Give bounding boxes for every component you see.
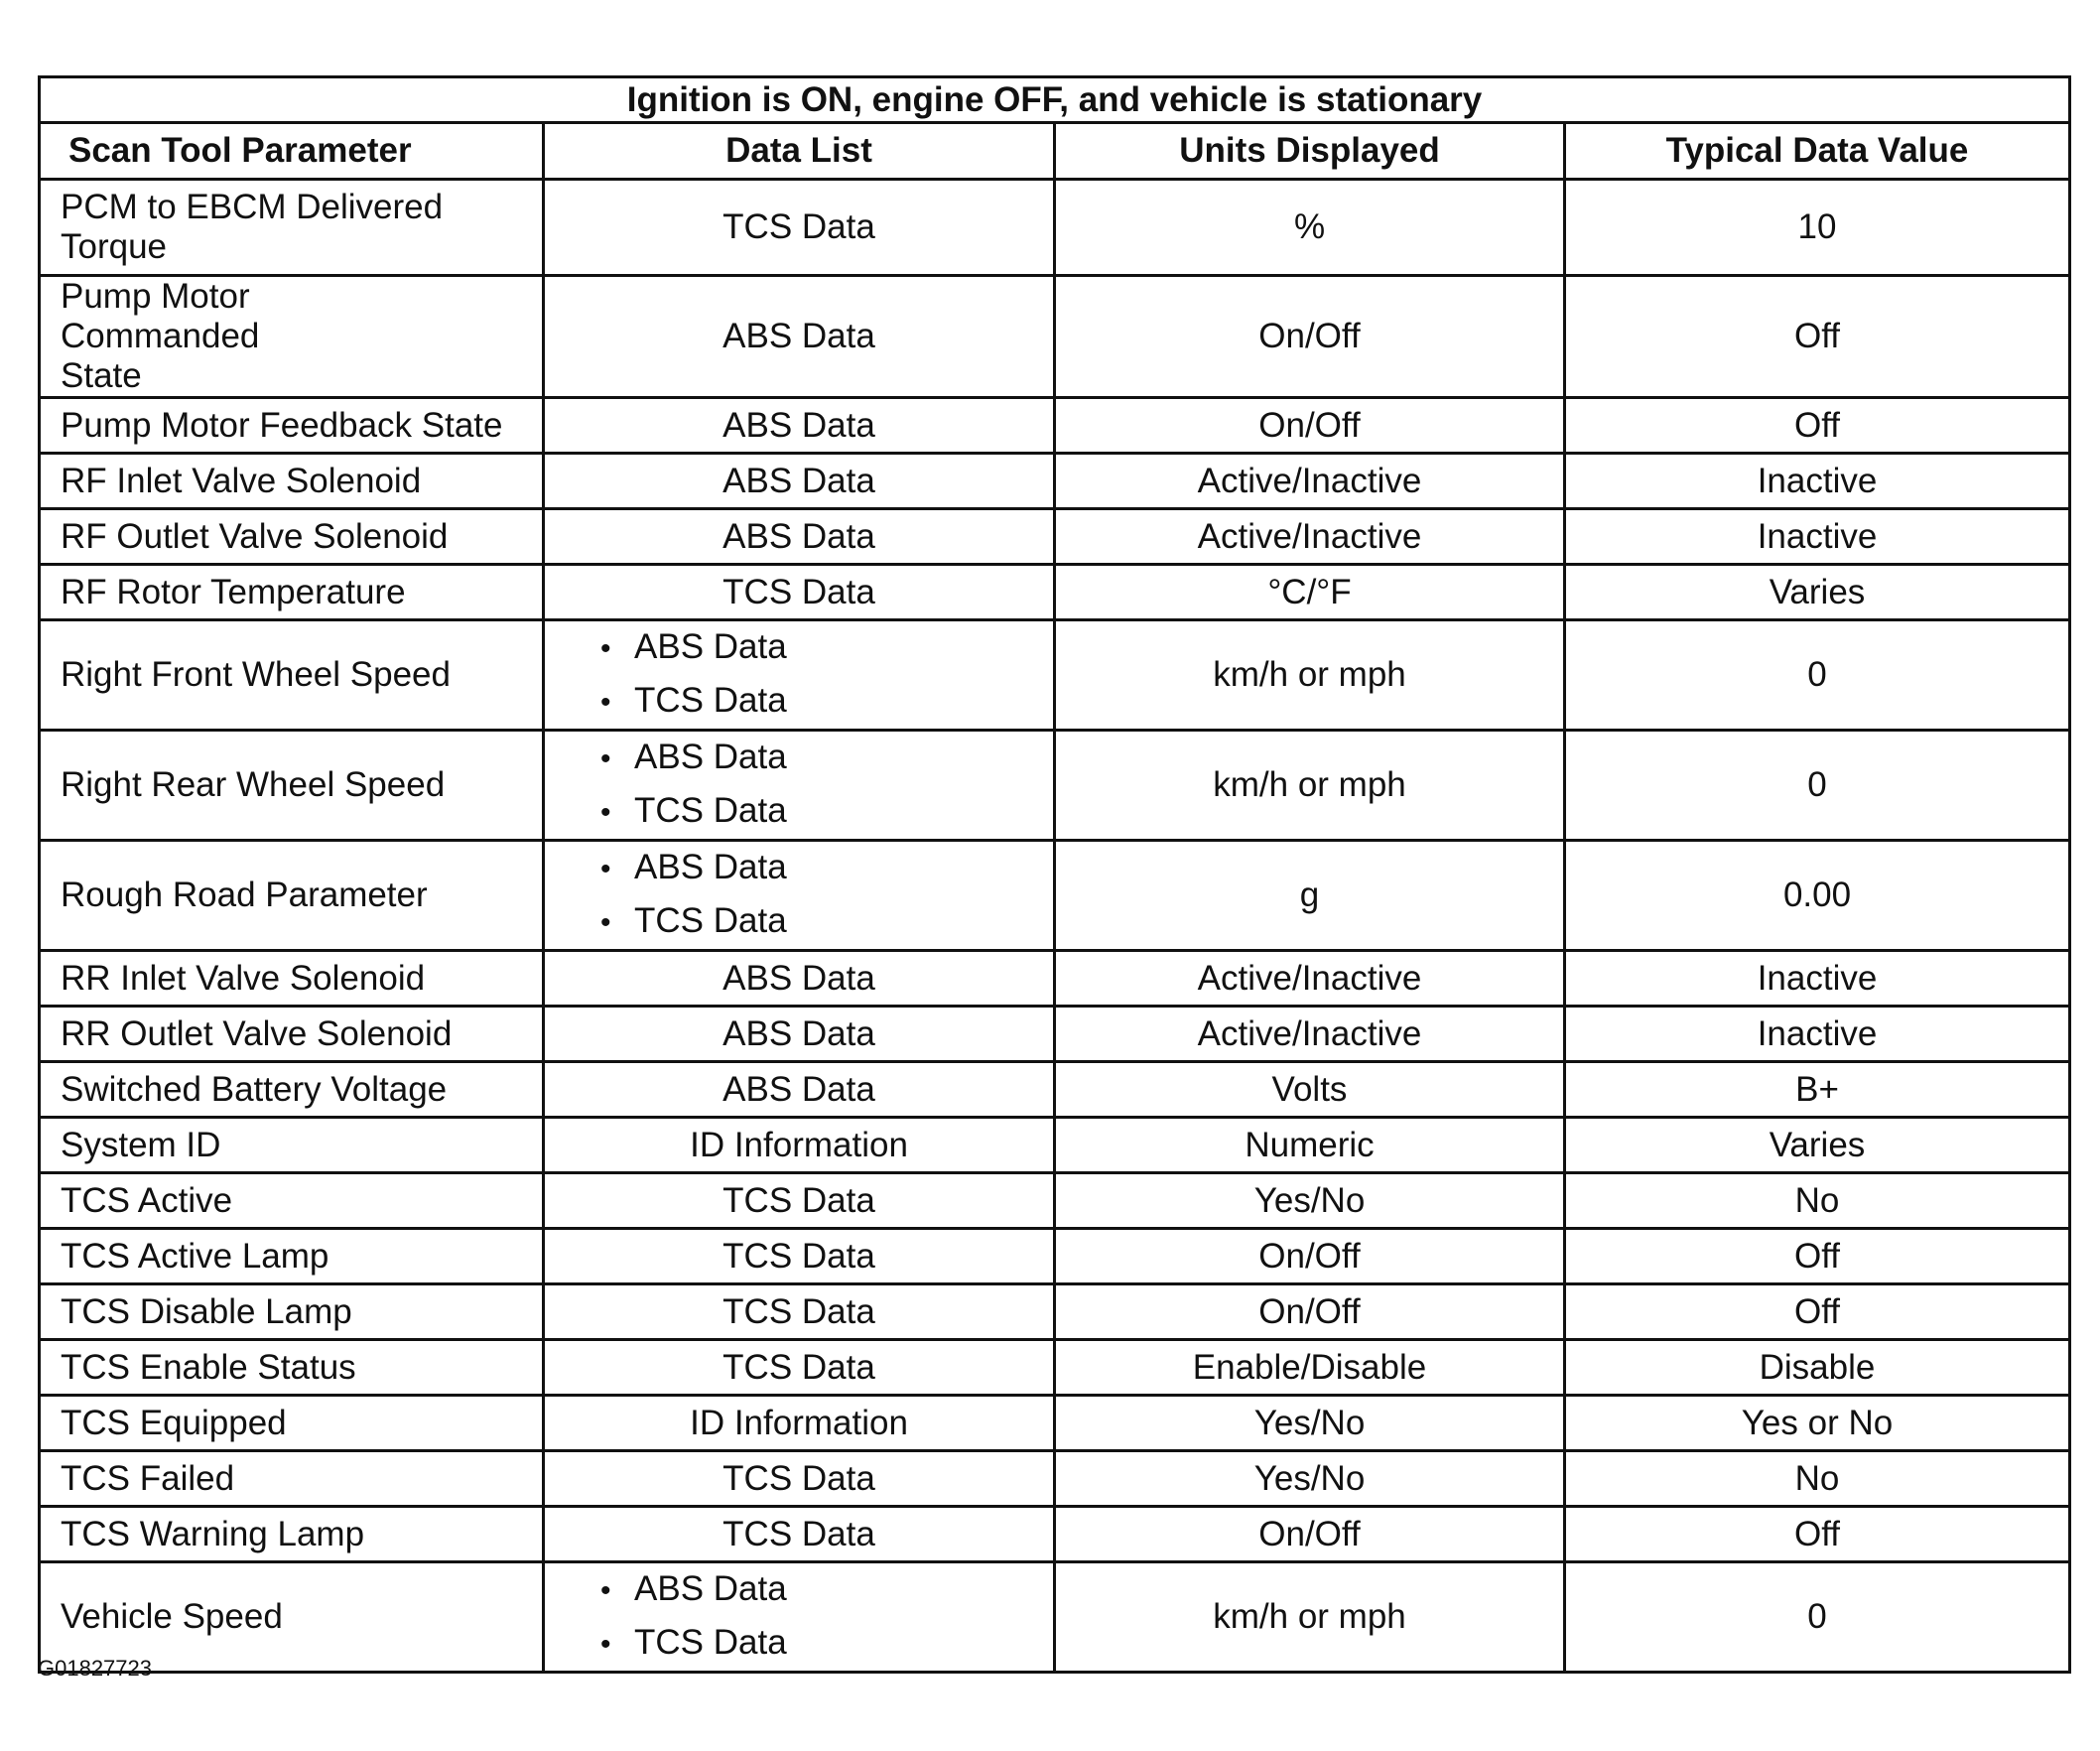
table-row: [40, 276, 2070, 398]
table-row: [40, 1007, 2070, 1062]
cell-units-displayed: g: [1055, 841, 1565, 951]
cell-typical-data-value: No: [1565, 1173, 2070, 1229]
cell-typical-data-value: Inactive: [1565, 454, 2070, 509]
cell-typical-data-value: Disable: [1565, 1340, 2070, 1396]
table-row: [40, 731, 2070, 841]
cell-units-displayed: Active/Inactive: [1055, 454, 1565, 509]
cell-data-list: ABS Data: [544, 276, 1055, 398]
table-row: [40, 1229, 2070, 1284]
cell-units-displayed: Yes/No: [1055, 1173, 1565, 1229]
table-row: [40, 509, 2070, 565]
cell-data-list: [544, 731, 1055, 841]
table-row: [40, 1562, 2070, 1673]
cell-data-list: [544, 620, 1055, 731]
cell-typical-data-value: Off: [1565, 1284, 2070, 1340]
cell-units-displayed: On/Off: [1055, 398, 1565, 454]
cell-typical-data-value: Off: [1565, 276, 2070, 398]
data-list-bullet-item: • TCS Data: [600, 785, 1053, 839]
cell-parameter: RF Inlet Valve Solenoid: [40, 454, 544, 509]
cell-data-list: TCS Data: [544, 1507, 1055, 1562]
cell-units-displayed: Active/Inactive: [1055, 509, 1565, 565]
table-row: [40, 1284, 2070, 1340]
figure-id: G01827723: [38, 1656, 152, 1681]
cell-data-list: [544, 1562, 1055, 1673]
cell-parameter: TCS Active: [40, 1173, 544, 1229]
cell-units-displayed: Enable/Disable: [1055, 1340, 1565, 1396]
header-typical-data-value: Typical Data Value: [1565, 123, 2070, 180]
cell-typical-data-value: Inactive: [1565, 509, 2070, 565]
cell-data-list: TCS Data: [544, 1173, 1055, 1229]
cell-parameter: TCS Enable Status: [40, 1340, 544, 1396]
cell-typical-data-value: 10: [1565, 180, 2070, 276]
data-list-bullet-item: • ABS Data: [600, 732, 1053, 785]
cell-units-displayed: Active/Inactive: [1055, 1007, 1565, 1062]
cell-typical-data-value: Inactive: [1565, 1007, 2070, 1062]
header-scan-tool-parameter: Scan Tool Parameter: [40, 123, 544, 180]
table-row: [40, 1340, 2070, 1396]
cell-typical-data-value: 0: [1565, 731, 2070, 841]
table-row: [40, 841, 2070, 951]
cell-data-list: ABS Data: [544, 509, 1055, 565]
table-row: [40, 951, 2070, 1007]
cell-parameter: System ID: [40, 1118, 544, 1173]
table-caption: Ignition is ON, engine OFF, and vehicle is stationary: [40, 77, 2070, 123]
cell-data-list: TCS Data: [544, 1229, 1055, 1284]
table-row: [40, 1507, 2070, 1562]
cell-parameter: Pump Motor Feedback State: [40, 398, 544, 454]
table-row: [40, 454, 2070, 509]
cell-parameter: PCM to EBCM Delivered Torque: [40, 180, 544, 276]
table-row: [40, 180, 2070, 276]
cell-typical-data-value: 0: [1565, 1562, 2070, 1673]
cell-parameter: Switched Battery Voltage: [40, 1062, 544, 1118]
cell-data-list: ABS Data: [544, 1062, 1055, 1118]
cell-parameter: RF Rotor Temperature: [40, 565, 544, 620]
cell-parameter: Pump Motor Commanded State: [40, 276, 544, 398]
cell-units-displayed: On/Off: [1055, 276, 1565, 398]
cell-units-displayed: Numeric: [1055, 1118, 1565, 1173]
cell-parameter: Right Front Wheel Speed: [40, 620, 544, 731]
cell-data-list: ID Information: [544, 1396, 1055, 1451]
cell-typical-data-value: Yes or No: [1565, 1396, 2070, 1451]
cell-units-displayed: Yes/No: [1055, 1396, 1565, 1451]
table-row: [40, 565, 2070, 620]
cell-parameter: RF Outlet Valve Solenoid: [40, 509, 544, 565]
cell-parameter: Rough Road Parameter: [40, 841, 544, 951]
cell-parameter: TCS Disable Lamp: [40, 1284, 544, 1340]
cell-parameter: Right Rear Wheel Speed: [40, 731, 544, 841]
cell-data-list: TCS Data: [544, 180, 1055, 276]
cell-parameter: TCS Warning Lamp: [40, 1507, 544, 1562]
cell-data-list: ABS Data: [544, 1007, 1055, 1062]
cell-units-displayed: %: [1055, 180, 1565, 276]
scan-tool-data-table: [38, 75, 2071, 1674]
cell-units-displayed: On/Off: [1055, 1229, 1565, 1284]
data-list-bullet-item: • ABS Data: [600, 842, 1053, 895]
cell-typical-data-value: Inactive: [1565, 951, 2070, 1007]
cell-data-list: ABS Data: [544, 398, 1055, 454]
table-body: [40, 180, 2070, 1673]
table-row: [40, 1173, 2070, 1229]
header-units-displayed: Units Displayed: [1055, 123, 1565, 180]
data-list-bullet-item: • TCS Data: [600, 895, 1053, 949]
table-row: [40, 398, 2070, 454]
data-list-bullet-item: • ABS Data: [600, 621, 1053, 675]
data-list-bullet-item: • ABS Data: [600, 1563, 1053, 1617]
cell-data-list: TCS Data: [544, 1451, 1055, 1507]
cell-parameter: TCS Equipped: [40, 1396, 544, 1451]
cell-typical-data-value: No: [1565, 1451, 2070, 1507]
data-list-bullet-item: • TCS Data: [600, 675, 1053, 729]
cell-typical-data-value: Off: [1565, 1507, 2070, 1562]
header-data-list: Data List: [544, 123, 1055, 180]
cell-units-displayed: Yes/No: [1055, 1451, 1565, 1507]
cell-typical-data-value: Off: [1565, 398, 2070, 454]
cell-units-displayed: On/Off: [1055, 1507, 1565, 1562]
cell-parameter: Vehicle Speed: [40, 1562, 544, 1673]
cell-units-displayed: Active/Inactive: [1055, 951, 1565, 1007]
cell-typical-data-value: Varies: [1565, 1118, 2070, 1173]
table-row: [40, 620, 2070, 731]
cell-typical-data-value: Varies: [1565, 565, 2070, 620]
table-row: [40, 1118, 2070, 1173]
cell-units-displayed: °C/°F: [1055, 565, 1565, 620]
cell-parameter: TCS Active Lamp: [40, 1229, 544, 1284]
table-row: [40, 1396, 2070, 1451]
data-list-bullet-item: • TCS Data: [600, 1617, 1053, 1671]
cell-data-list: TCS Data: [544, 1284, 1055, 1340]
cell-typical-data-value: B+: [1565, 1062, 2070, 1118]
cell-typical-data-value: 0.00: [1565, 841, 2070, 951]
cell-parameter: RR Outlet Valve Solenoid: [40, 1007, 544, 1062]
cell-data-list: ID Information: [544, 1118, 1055, 1173]
cell-data-list: ABS Data: [544, 951, 1055, 1007]
table-row: [40, 1062, 2070, 1118]
cell-typical-data-value: Off: [1565, 1229, 2070, 1284]
cell-typical-data-value: 0: [1565, 620, 2070, 731]
cell-units-displayed: On/Off: [1055, 1284, 1565, 1340]
table-row: [40, 1451, 2070, 1507]
cell-data-list: TCS Data: [544, 565, 1055, 620]
cell-data-list: TCS Data: [544, 1340, 1055, 1396]
cell-units-displayed: km/h or mph: [1055, 620, 1565, 731]
cell-parameter: TCS Failed: [40, 1451, 544, 1507]
cell-units-displayed: Volts: [1055, 1062, 1565, 1118]
cell-data-list: [544, 841, 1055, 951]
cell-data-list: ABS Data: [544, 454, 1055, 509]
cell-units-displayed: km/h or mph: [1055, 731, 1565, 841]
cell-units-displayed: km/h or mph: [1055, 1562, 1565, 1673]
cell-parameter: RR Inlet Valve Solenoid: [40, 951, 544, 1007]
